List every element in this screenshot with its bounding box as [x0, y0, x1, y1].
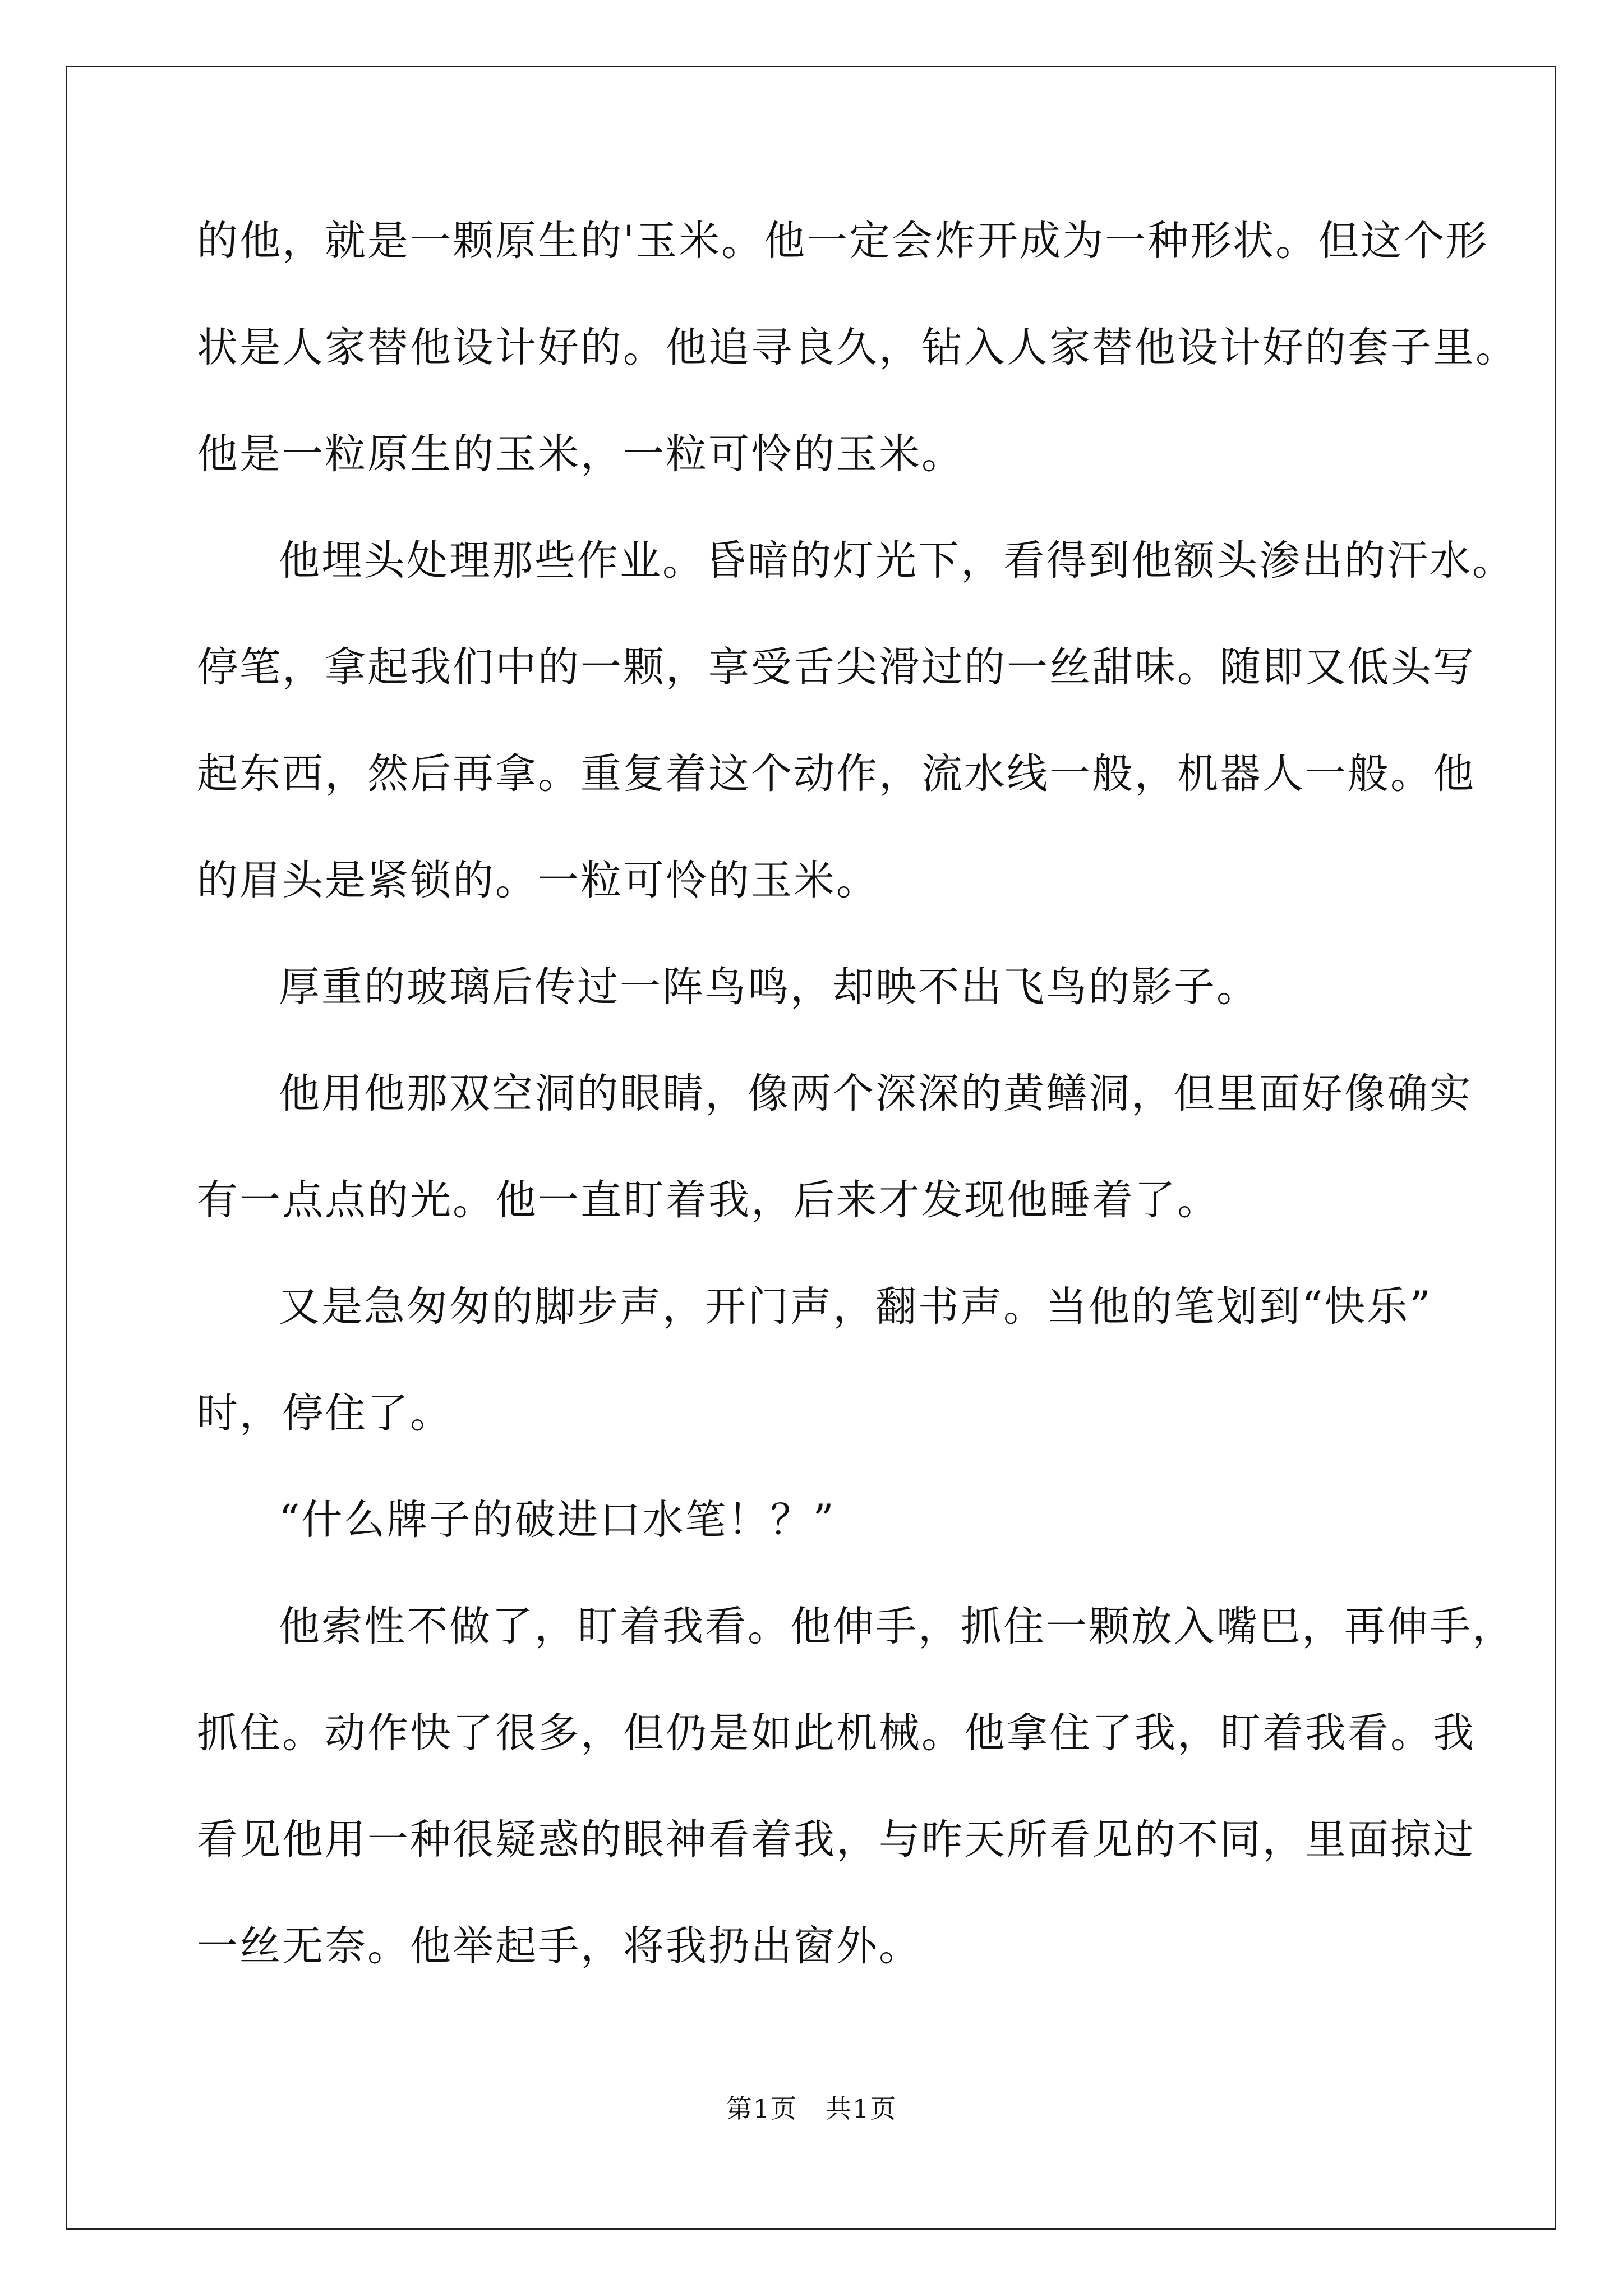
text-line: 起东西，然后再拿。重复着这个动作，流水线一般，机器人一般。他 — [197, 750, 1476, 798]
text-line: 看见他用一种很疑惑的眼神看着我，与昨天所看见的不同，里面掠过 — [197, 1816, 1476, 1864]
page-total: 共1页 — [826, 2093, 897, 2124]
text-line: 抓住。动作快了很多，但仍是如此机械。他拿住了我，盯着我看。我 — [197, 1709, 1476, 1757]
page-number: 第1页 — [726, 2093, 797, 2124]
page-footer — [0, 2092, 1623, 2125]
text-line: 他是一粒原生的玉米，一粒可怜的玉米。 — [197, 430, 964, 478]
text-line: 有一点点的光。他一直盯着我，后来才发现他睡着了。 — [197, 1176, 1220, 1224]
paragraph-first-line: 他索性不做了，盯着我看。他伸手，抓住一颗放入嘴巴，再伸手， — [279, 1603, 1515, 1650]
text-line: 的眉头是紧锁的。一粒可怜的玉米。 — [197, 857, 879, 904]
paragraph-first-line: 又是急匆匆的脚步声，开门声，翻书声。当他的笔划到“快乐” — [279, 1283, 1432, 1331]
text-line: 停笔，拿起我们中的一颗，享受舌尖滑过的一丝甜味。随即又低头写 — [197, 643, 1476, 691]
paragraph-first-line: 厚重的玻璃后传过一阵鸟鸣，却映不出飞鸟的影子。 — [279, 963, 1259, 1011]
page-border — [66, 66, 1556, 2230]
paragraph-first-line: 他用他那双空洞的眼睛，像两个深深的黄鳝洞，但里面好像确实 — [279, 1070, 1472, 1117]
text-line: 时，停住了。 — [197, 1389, 453, 1437]
paragraph-first-line: 他埋头处理那些作业。昏暗的灯光下，看得到他额头渗出的汗水。 — [279, 537, 1515, 585]
paragraph-first-line: “什么牌子的破进口水笔！？” — [279, 1496, 836, 1544]
text-line: 一丝无奈。他举起手，将我扔出窗外。 — [197, 1922, 921, 1970]
text-line: 状是人家替他设计好的。他追寻良久，钻入人家替他设计好的套子里。 — [197, 324, 1518, 371]
text-line: 的他，就是一颗原生的'玉米。他一定会炸开成为一种形状。但这个形 — [197, 217, 1489, 265]
